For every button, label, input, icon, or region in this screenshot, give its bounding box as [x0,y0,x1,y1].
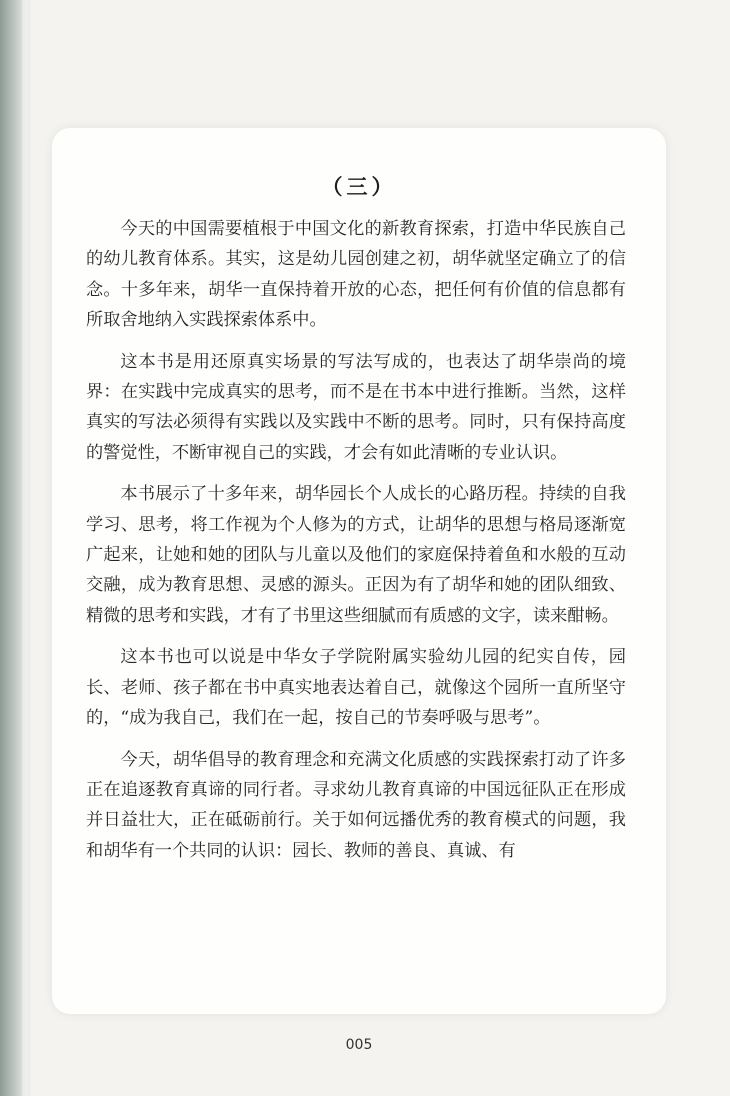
paragraph-3: 本书展示了十多年来，胡华园长个人成长的心路历程。持续的自我学习、思考，将工作视为个人修为的方式，让胡华的思想与格局逐渐宽广起来，让她和她的团队与儿童以及他们的家庭保持着鱼和水般的互动交融，成为教育思想、灵感的源头。正因为有了胡华和她的团队细致、精微的思考和实践，才有了书里这些细腻而有质感的文字，读来酣畅。 [86,484,626,626]
paragraph-1: 今天的中国需要植根于中国文化的新教育探索，打造中华民族自己的幼儿教育体系。其实，这是幼儿园创建之初，胡华就坚定确立了的信念。十多年来，胡华一直保持着开放的心态，把任何有价值的信息都有所取舍地纳入实践探索体系中。 [86,219,626,331]
page-number: 005 [345,1037,373,1053]
paragraph-2: 这本书是用还原真实场景的写法写成的，也表达了胡华崇尚的境界：在实践中完成真实的思考，而不是在书本中进行推断。当然，这样真实的写法必须得有实践以及实践中不断的思考。同时，只有保持高度的警觉性，不断审视自己的实践，才会有如此清晰的专业认识。 [86,351,626,463]
paragraph-4: 这本书也可以说是中华女子学院附属实验幼儿园的纪实自传，园长、老师、孩子都在书中真实地表达着自己，就像这个园所一直所坚守的，“成为我自己，我们在一起，按自己的节奏呼吸与思考”。 [86,647,626,729]
paragraph-5: 今天，胡华倡导的教育理念和充满文化质感的实践探索打动了许多正在追逐教育真谛的同行者。寻求幼儿教育真谛的中国远征队正在形成并日益壮大，正在砥砺前行。关于如何远播优秀的教育模式的问题，我和胡华有一个共同的认识：园长、教师的善良、真诚、有 [86,749,626,861]
page-edge [22,0,28,1096]
section-heading: （三） [321,175,397,199]
body-text [86,214,626,866]
